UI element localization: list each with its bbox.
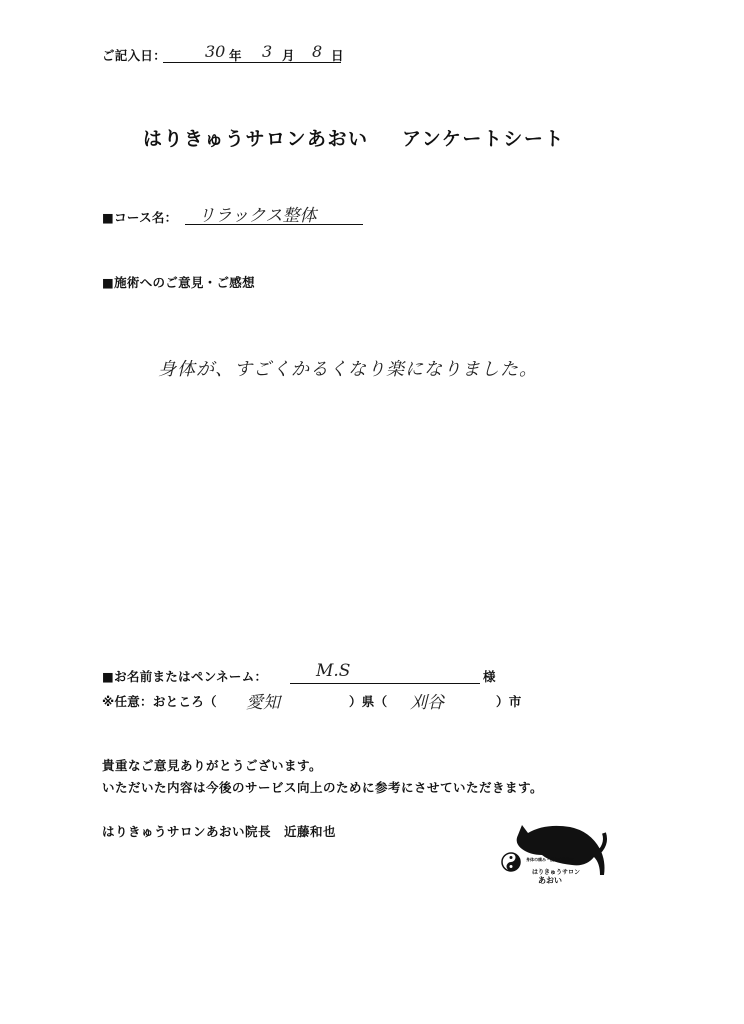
thanks-line-1: 貴重なご意見ありがとうございます。 [102,758,323,773]
course-label: ■コース名： [102,210,178,225]
date-year: 30 [205,42,226,61]
opinion-label: ■施術へのご意見・ご感想 [102,275,255,290]
prefecture-value: 愛知 [246,693,280,713]
logo-tagline: 身体の痛み・疲れの改善に [526,857,574,862]
date-month: 3 [262,42,273,61]
date-label: ご記入日： [102,48,167,63]
course-value: リラックス整体 [198,206,317,226]
name-suffix: 様 [483,669,496,684]
opinion-value: 身体が、すごくかるくなり楽になりました。 [158,359,538,380]
city-suffix: ）市 [496,694,522,709]
date-underline [163,62,341,63]
page-title-sub: アンケートシート [402,128,565,150]
date-day-unit: 日 [331,48,344,63]
prefecture-suffix: ）県（ [349,694,388,709]
date-month-unit: 月 [282,48,295,63]
logo-name: あおい [538,876,562,885]
name-label: ■お名前またはペンネーム： [102,669,268,684]
thanks-line-2: いただいた内容は今後のサービス向上のために参考にさせていただきます。 [102,780,544,795]
city-value: 刈谷 [410,693,444,713]
page-title-main: はりきゅうサロンあおい [143,128,369,150]
date-day: 8 [312,42,323,61]
signature: はりきゅうサロンあおい院長 近藤和也 [102,824,337,839]
date-year-unit: 年 [229,48,242,63]
logo-subtitle: はりきゅうサロン [532,869,581,876]
name-underline [290,683,480,684]
name-value: M.S [316,661,351,681]
cat-yin-yang-logo [500,815,615,895]
address-label: ※任意：おところ（ [102,694,217,709]
